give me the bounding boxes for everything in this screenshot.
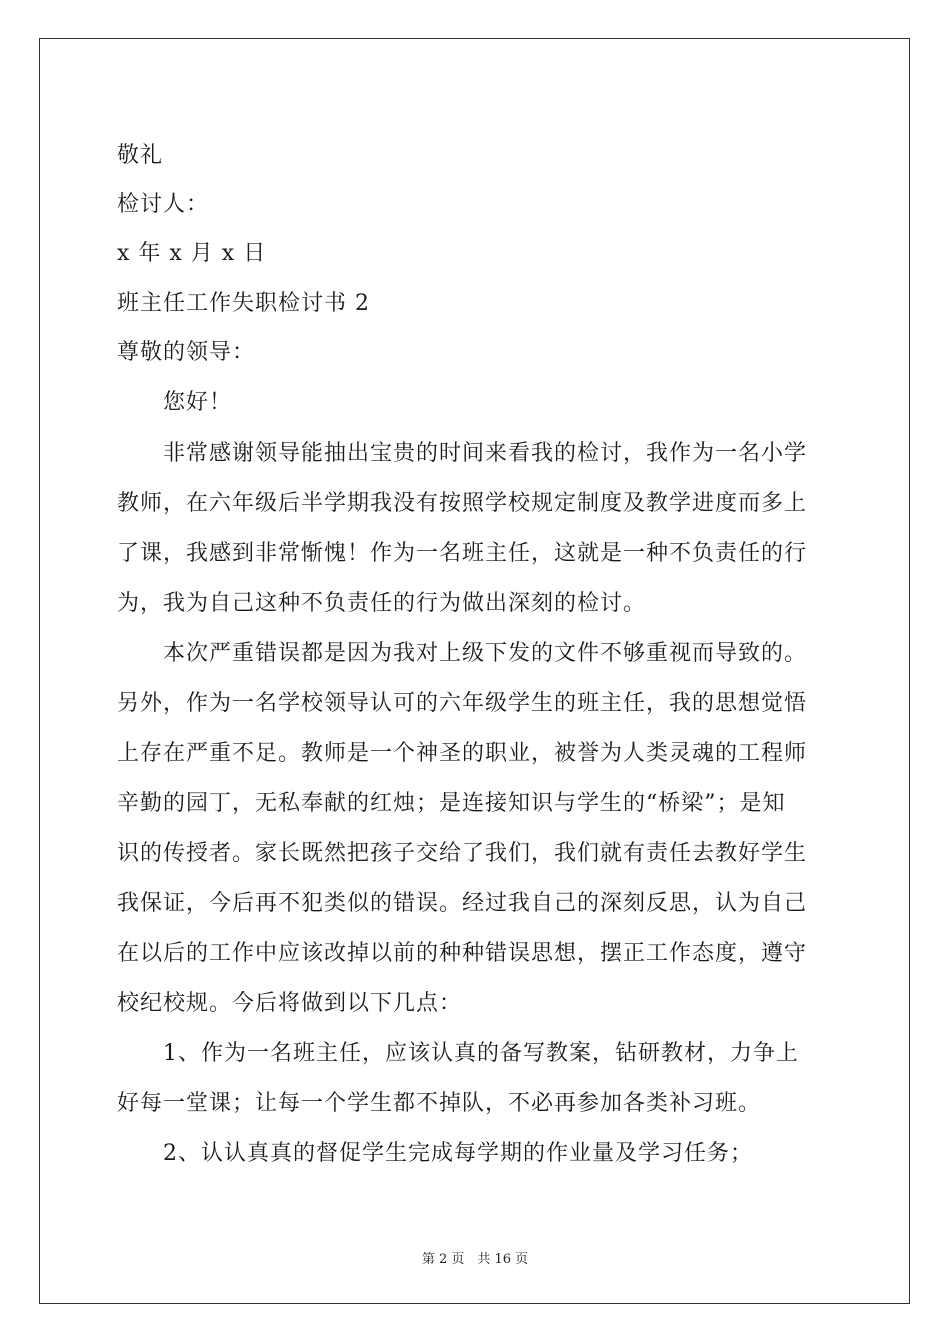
item2-line: 2、认认真真的督促学生完成每学期的作业量及学习任务； <box>163 1141 753 1166</box>
greeting: 您好！ <box>163 390 233 415</box>
paragraph1-line: 为，我为自己这种不负责任的行为做出深刻的检讨。 <box>117 591 647 616</box>
addressee: 尊敬的领导： <box>117 340 256 365</box>
signer-label: 检讨人： <box>117 192 210 217</box>
paragraph2-line: 我保证，今后再不犯类似的错误。经过我自己的深刻反思，认为自己 <box>117 891 808 916</box>
section-title: 班主任工作失职检讨书 2 <box>117 291 370 316</box>
paragraph1-line: 了课，我感到非常惭愧！作为一名班主任，这就是一种不负责任的行 <box>117 541 808 566</box>
item1-line: 1、作为一名班主任，应该认真的备写教案，钻研教材，力争上 <box>163 1041 799 1066</box>
paragraph2-line: 在以后的工作中应该改掉以前的种种错误思想，摆正工作态度，遵守 <box>117 941 808 966</box>
paragraph1-line: 非常感谢领导能抽出宝贵的时间来看我的检讨，我作为一名小学 <box>163 441 808 466</box>
paragraph2-line: 辛勤的园丁，无私奉献的红烛；是连接知识与学生的“桥梁”；是知 <box>117 791 786 816</box>
date-line: x 年 x 月 x 日 <box>117 241 267 266</box>
page-number-footer: 第 2 页 共 16 页 <box>421 1252 529 1267</box>
paragraph2-line: 本次严重错误都是因为我对上级下发的文件不够重视而导致的。 <box>163 641 808 666</box>
paragraph2-line: 校纪校规。今后将做到以下几点： <box>117 991 463 1016</box>
paragraph1-line: 教师，在六年级后半学期我没有按照学校规定制度及教学进度而多上 <box>117 491 808 516</box>
paragraph2-line: 识的传授者。家长既然把孩子交给了我们，我们就有责任去教好学生 <box>117 841 808 866</box>
paragraph2-line: 上存在严重不足。教师是一个神圣的职业，被誉为人类灵魂的工程师 <box>117 741 808 766</box>
closing-salute: 敬礼 <box>117 143 164 168</box>
paragraph2-line: 另外，作为一名学校领导认可的六年级学生的班主任，我的思想觉悟 <box>117 691 808 716</box>
item1-line: 好每一堂课；让每一个学生都不掉队，不必再参加各类补习班。 <box>117 1091 762 1116</box>
